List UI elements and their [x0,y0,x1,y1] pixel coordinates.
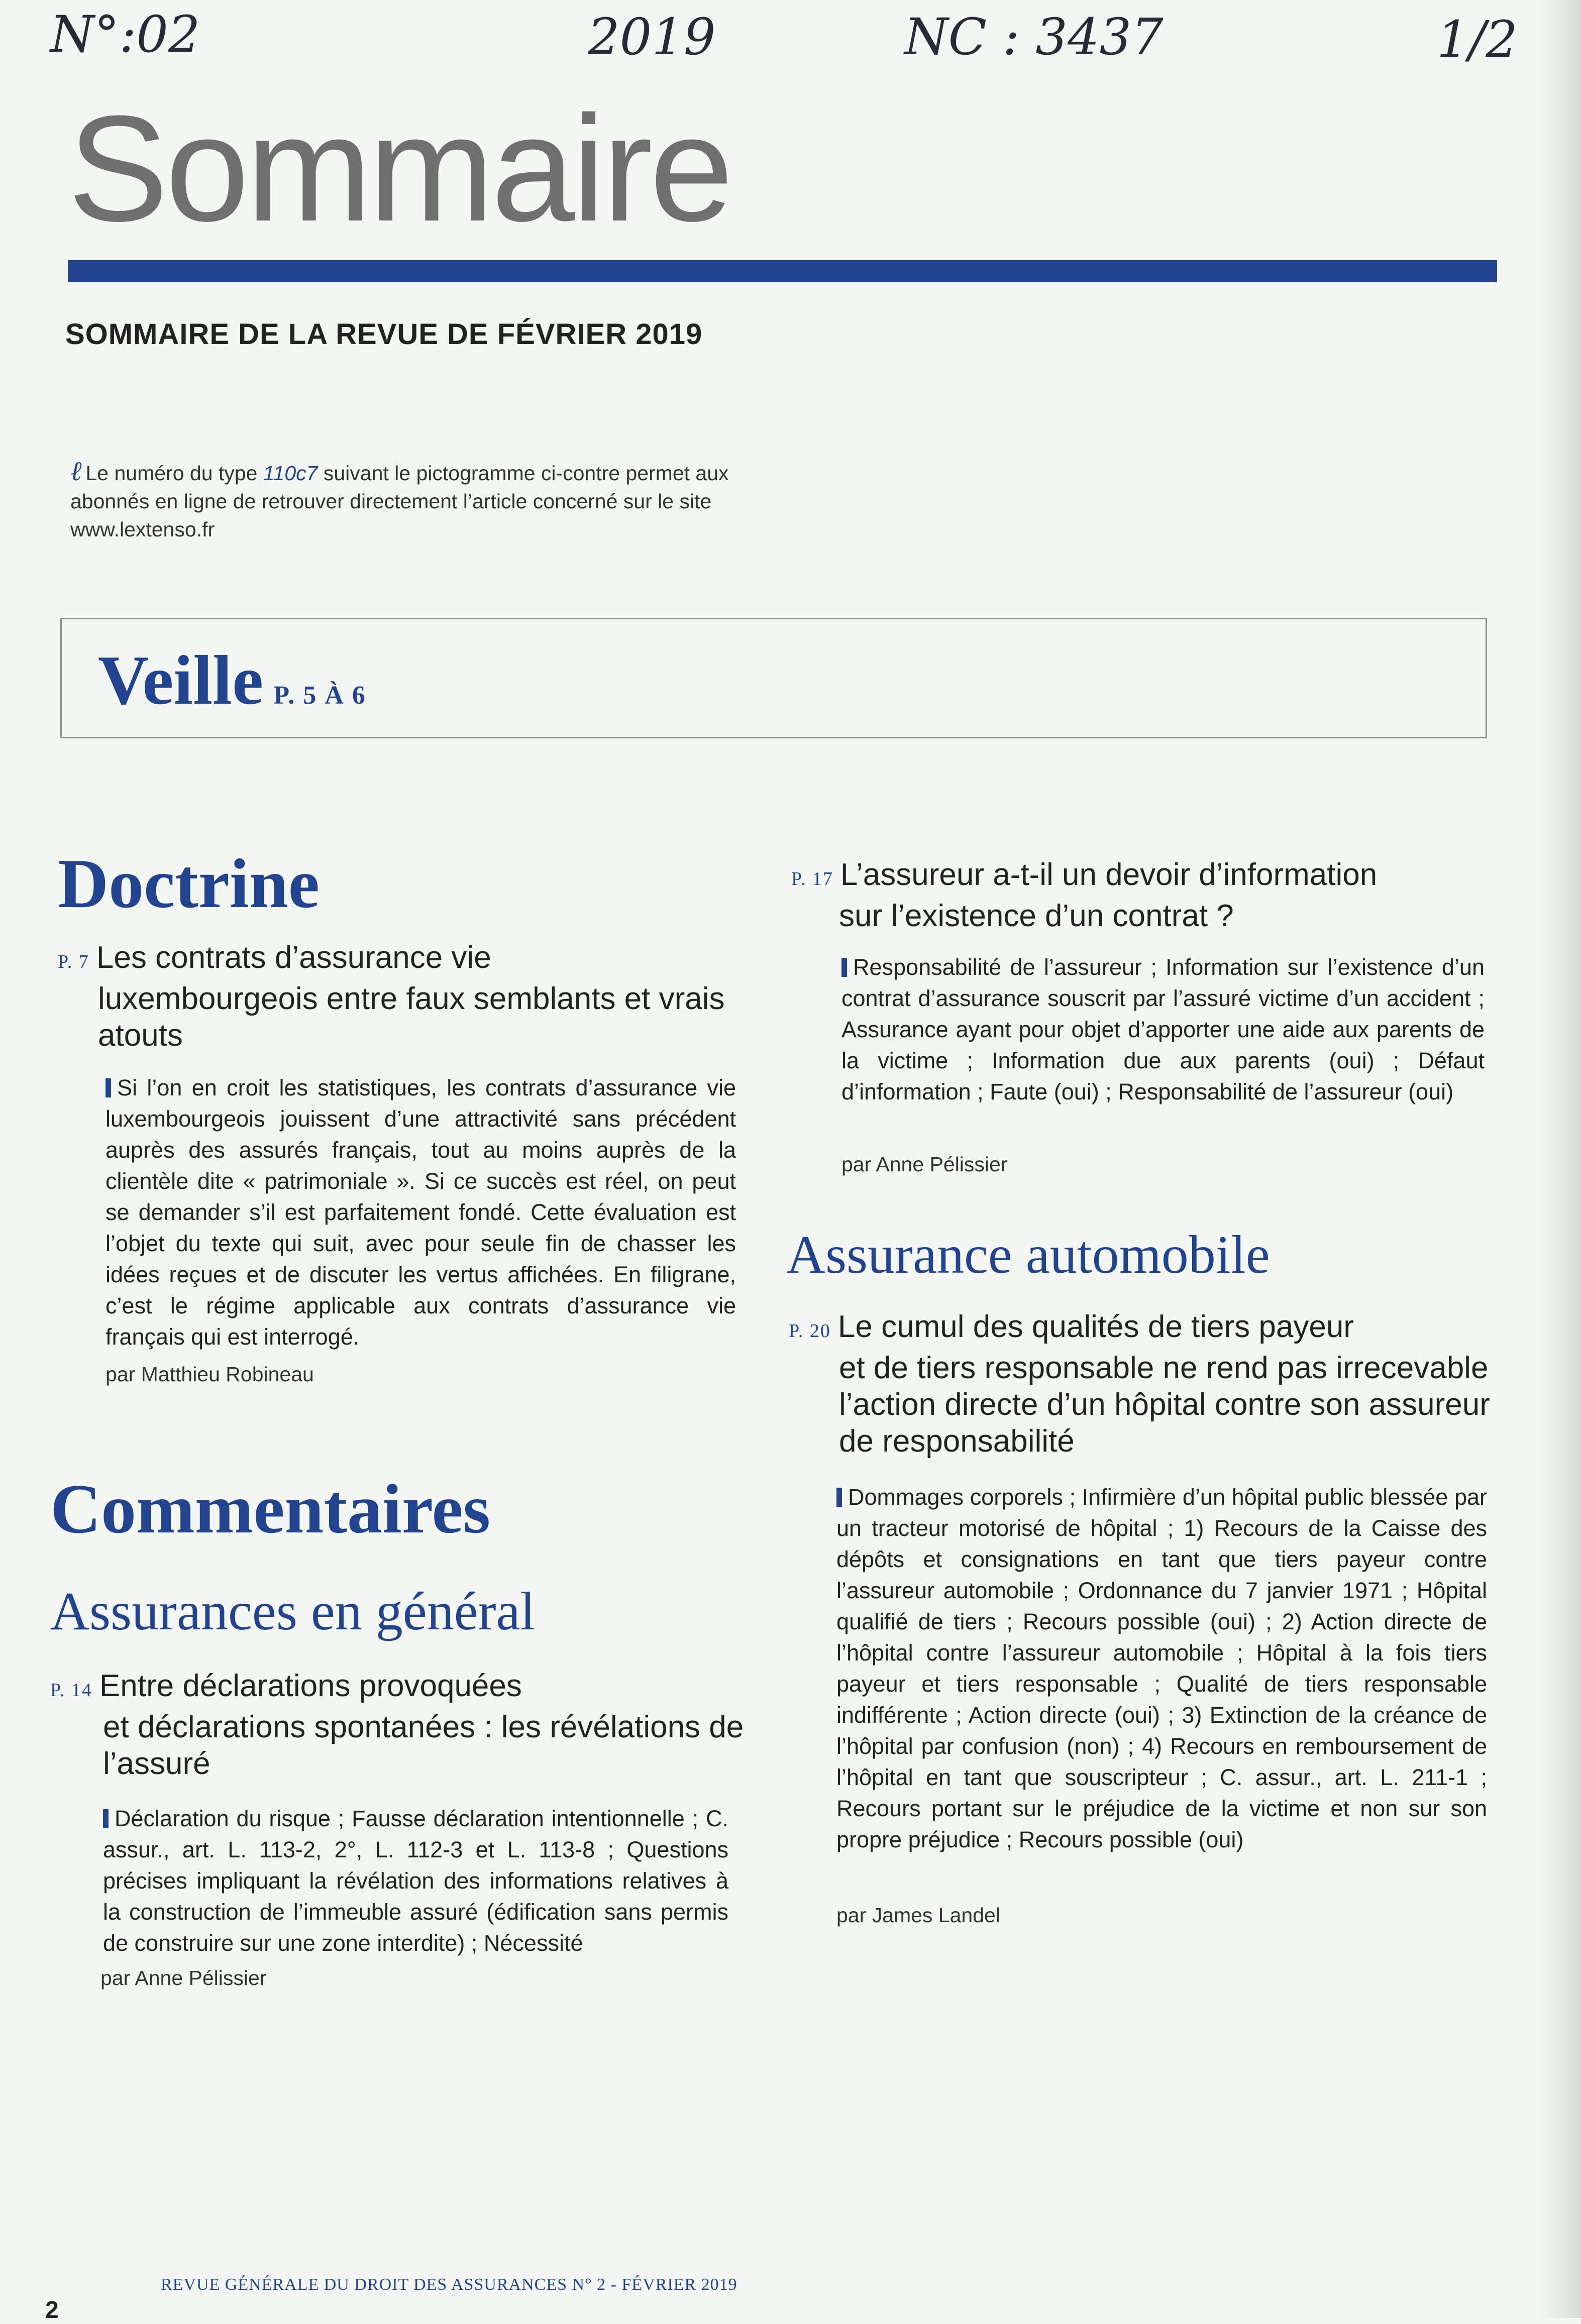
handwritten-issue-number: N°:02 [50,5,200,64]
commentaires-article-page: P. 14 [50,1680,92,1701]
right-article-1-title-rest: sur l’existence d’un contrat ? [839,899,1234,933]
auto-abstract [836,1482,1487,1855]
section-assurance-automobile: Assurance automobile [786,1225,1270,1285]
right-article-1-title-first: L’assureur a-t-il un devoir d’information [840,857,1378,892]
doctrine-article-title-first: Les contrats d’assurance vie [96,940,491,975]
doctrine-abstract-text: Si l’on en croit les statistiques, les contrats d’assurance vie luxembourgeois jouissent d’une attractivité sans précédent auprès des assurés français, tout au moins auprès de la clientèle dite « patrimoniale ». Si ce succès est réel, on peut se demander s’il est parfaitement fondé. Cette évaluation est l’objet du texte qui suit, avec pour seule fin de chasser les idées reçues et de discuter les vertus affichées. En filigrane, c’est le régime applicable aux contrats d’assurance vie français qui est interrogé. [106,1075,736,1350]
page-number: 2 [45,2297,59,2323]
abstract-marker [841,958,847,977]
lextenso-pictogram-icon: ℓ [70,455,82,487]
right-article-1-abstract [841,952,1485,1108]
page-edge-shadow [1541,0,1581,2318]
commentaires-article-title-first: Entre déclarations provoquées [99,1669,522,1703]
info-text-after: suivant le pictogramme ci-contre permet aux abonnés en ligne de retrouver directement l’article concerné sur le site www.lextenso.fr [70,462,729,541]
handwritten-pages: 1/2 [1437,10,1518,69]
right-article-1-title[interactable] [791,856,1505,934]
title-rule [68,260,1497,282]
info-text-before: Le numéro du type [85,462,263,485]
doctrine-author: par Matthieu Robineau [106,1363,314,1386]
auto-article-title[interactable] [789,1308,1502,1460]
handwritten-year: 2019 [588,8,716,66]
section-commentaires: Commentaires [50,1470,491,1548]
info-code-example: 110c7 [263,462,318,485]
abstract-marker [836,1488,842,1507]
journal-footer: REVUE GÉNÉRALE DU DROIT DES ASSURANCES N° 2 - FÉVRIER 2019 [161,2275,737,2294]
commentaires-article-title[interactable] [50,1668,754,1782]
auto-article-title-first: Le cumul des qualités de tiers payeur [837,1309,1354,1344]
commentaires-article-title-rest: et déclarations spontanées : les révélations de l’assuré [103,1710,744,1781]
abstract-marker [103,1809,109,1828]
commentaires-author: par Anne Pélissier [100,1966,267,1989]
lextenso-info [70,457,754,543]
doctrine-abstract [106,1072,736,1353]
subsection-assurances-en-general: Assurances en général [50,1582,536,1641]
issue-subtitle: SOMMAIRE DE LA REVUE DE FÉVRIER 2019 [65,318,703,351]
veille-pages: P. 5 À 6 [273,681,366,710]
doctrine-article-title-rest: luxembourgeois entre faux semblants et vrais atouts [98,981,725,1053]
section-veille[interactable] [98,641,366,719]
commentaires-abstract-text: Déclaration du risque ; Fausse déclaration intentionnelle ; C. assur., art. L. 113-2, 2°, L. 112-3 et L. 113-8 ; Questions précises impliquant la révélation des informations relatives à la construction de l’immeuble assuré (édification sans permis de construire sur une zone interdite) ; Nécessité [103,1806,728,1956]
page-title: Sommaire [68,84,730,253]
doctrine-article-title[interactable] [58,939,761,1054]
right-article-1-page: P. 17 [791,868,833,890]
doctrine-article-page: P. 7 [58,951,89,972]
auto-article-page: P. 20 [789,1320,831,1342]
section-doctrine: Doctrine [58,845,320,923]
right-article-1-abstract-text: Responsabilité de l’assureur ; Information sur l’existence d’un contrat d’assurance souscrit par l’assuré victime d’un accident ; Assurance ayant pour objet d’apporter une aide aux parents de la victime ; Information due aux parents (oui) ; Défaut d’information ; Faute (oui) ; Responsabilité de l’assureur (oui) [841,954,1485,1104]
veille-title: Veille [98,641,264,719]
commentaires-abstract [103,1803,728,1959]
abstract-marker [106,1078,111,1097]
auto-author: par James Landel [836,1904,1000,1927]
auto-abstract-text: Dommages corporels ; Infirmière d’un hôpital public blessée par un tracteur motorisé de hôpital ; 1) Recours de la Caisse des dépôts et consignations en tant que tiers payeur contre l’assureur automobile ; Ordonnance du 7 janvier 1971 ; Hôpital qualifié de tiers ; Recours possible (oui) ; 2) Action directe de l’hôpital contre l’assureur automobile ; Hôpital à la fois tiers payeur et tiers responsable ; Qualité de tiers responsable indifférente ; Action directe (oui) ; 3) Extinction de la créance de l’hôpital par confusion (non) ; 4) Recours en remboursement de l’hôpital en tant que souscripteur ; C. assur., art. L. 211-1 ; Recours portant sur le préjudice de la victime et non sur son propre préjudice ; Recours possible (oui) [836,1484,1487,1852]
handwritten-nc: NC : 3437 [904,8,1164,66]
right-article-1-author: par Anne Pélissier [841,1153,1008,1176]
auto-article-title-rest: et de tiers responsable ne rend pas irrecevable l’action directe d’un hôpital contre son assureur de responsabilité [839,1351,1490,1459]
